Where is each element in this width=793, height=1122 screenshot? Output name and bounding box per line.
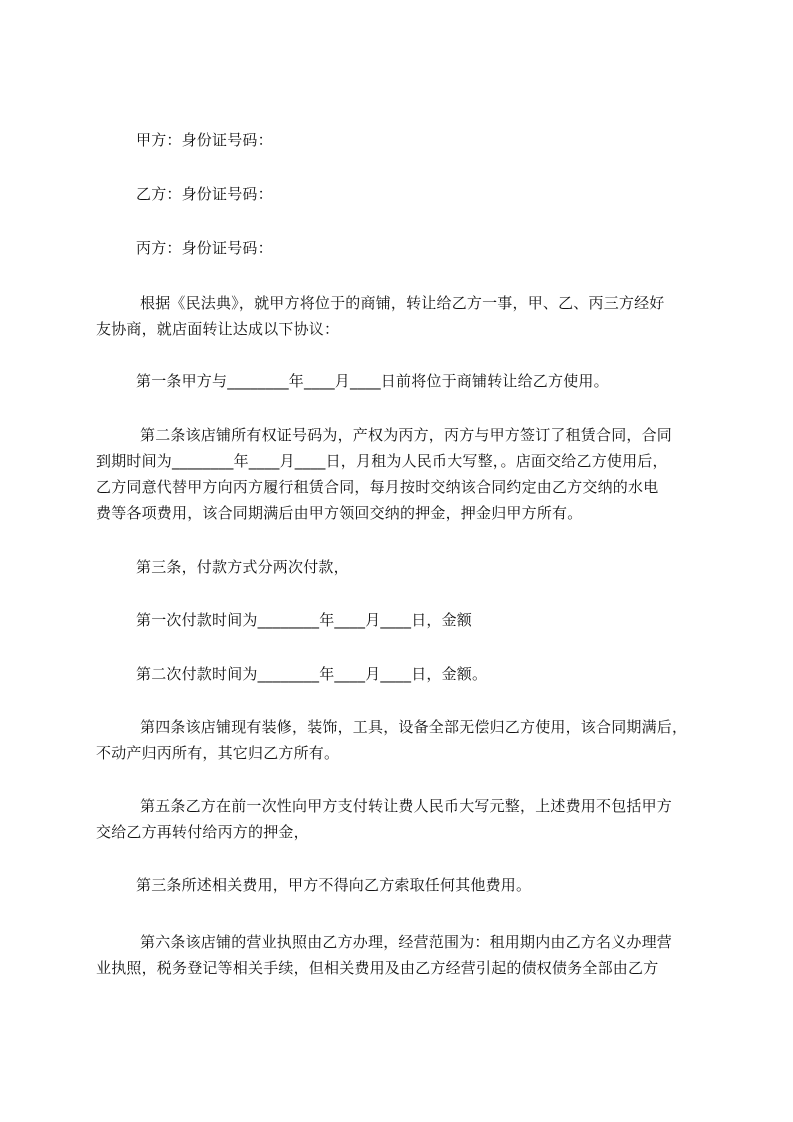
party-b-id-line — [92, 181, 712, 207]
article-3-fees-paragraph — [92, 872, 712, 898]
article-1-paragraph — [92, 368, 712, 394]
text-line: 业执照，税务登记等相关手续，但相关费用及由乙方经营引起的债权债务全部由乙方 — [96, 959, 659, 977]
text-line: 丙方：身份证号码： — [136, 239, 273, 257]
first-payment-line — [92, 607, 712, 633]
text-line: 交给乙方再转付给丙方的押金， — [96, 823, 309, 841]
text-line: 费等各项费用，该合同期满后由甲方领回交纳的押金，押金归甲方所有。 — [96, 504, 583, 522]
text-line: 第三条所述相关费用，甲方不得向乙方索取任何其他费用。 — [136, 876, 532, 894]
text-line: 第三条，付款方式分两次付款， — [136, 558, 349, 576]
text-line: 第一条甲方与________年____月____日前将位于商铺转让给乙方使用。 — [136, 372, 609, 390]
second-payment-line — [92, 661, 712, 687]
text-line: 到期时间为________年____月____日，月租为人民币大写整，。店面交给乙方使用后， — [96, 452, 668, 470]
text-line: 第一次付款时间为________年____月____日，金额 — [136, 611, 473, 629]
text-line: 第二条该店铺所有权证号码为，产权为丙方，丙方与甲方签订了租赁合同，合同 — [140, 426, 673, 444]
text-line: 友协商，就店面转让达成以下协议： — [96, 320, 340, 338]
article-4-paragraph — [92, 714, 712, 766]
text-line: 不动产归丙所有，其它归乙方所有。 — [96, 744, 340, 762]
article-5-paragraph — [92, 793, 712, 845]
text-line: 乙方：身份证号码： — [136, 185, 273, 203]
article-6-paragraph — [92, 929, 712, 981]
preamble-paragraph — [92, 290, 712, 342]
party-a-id-line — [92, 127, 712, 153]
text-line: 第六条该店铺的营业执照由乙方办理，经营范围为：租用期内由乙方名义办理营 — [140, 933, 673, 951]
text-line: 第四条该店铺现有装修，装饰，工具，设备全部无偿归乙方使用，该合同期满后， — [140, 718, 688, 736]
article-3-paragraph — [92, 554, 712, 580]
party-c-id-line — [92, 235, 712, 261]
article-2-paragraph — [92, 422, 712, 526]
text-line: 第二次付款时间为________年____月____日，金额。 — [136, 665, 488, 683]
text-line: 根据《民法典》，就甲方将位于的商铺，转让给乙方一事，甲、乙、丙三方经好 — [140, 294, 665, 312]
text-line: 乙方同意代替甲方向丙方履行租赁合同，每月按时交纳该合同约定由乙方交纳的水电 — [96, 478, 659, 496]
text-line: 甲方：身份证号码： — [136, 131, 273, 149]
text-line: 第五条乙方在前一次性向甲方支付转让费人民币大写元整，上述费用不包括甲方 — [140, 797, 673, 815]
